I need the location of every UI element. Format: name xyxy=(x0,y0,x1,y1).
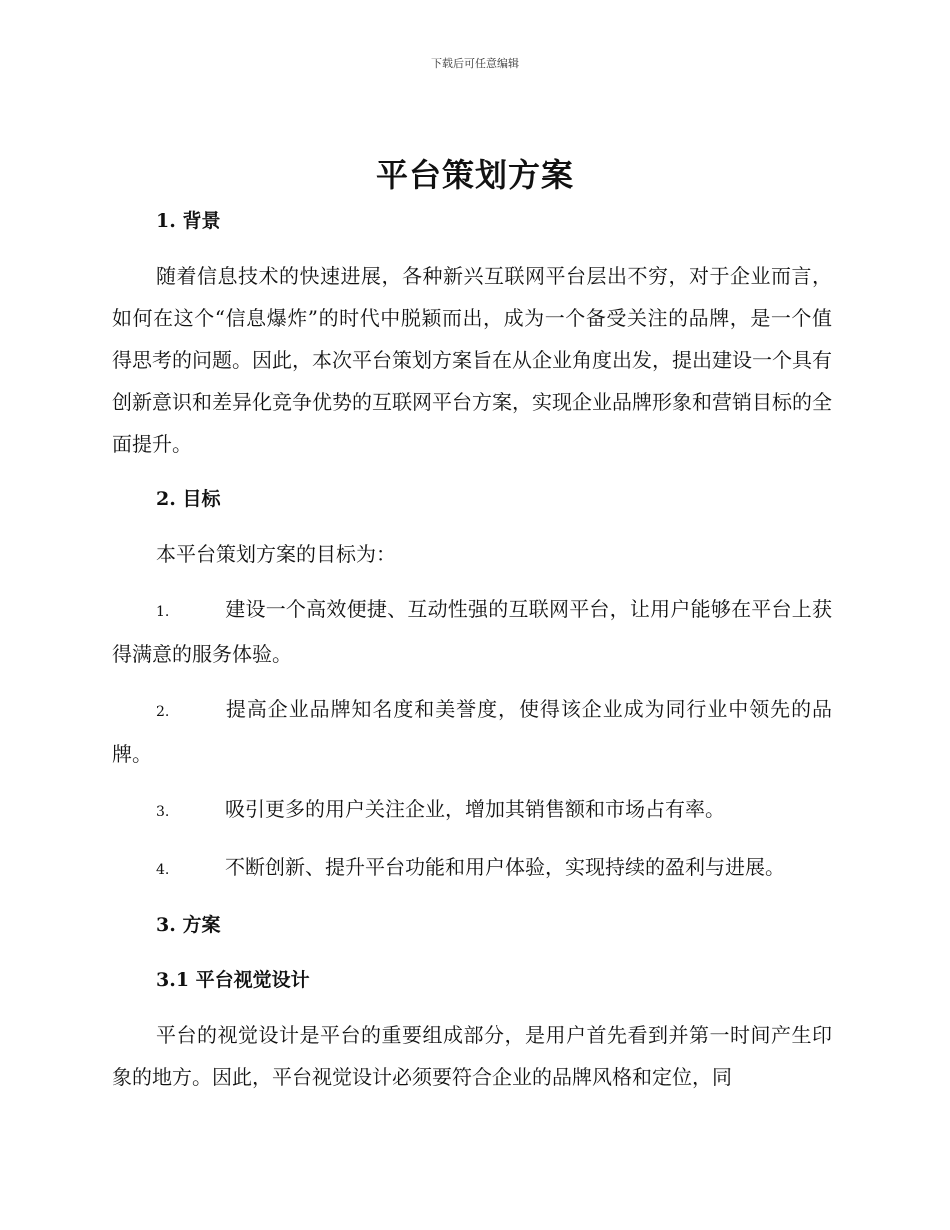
goals-intro: 本平台策划方案的目标为： xyxy=(156,542,396,566)
goal-item-4 xyxy=(112,846,832,891)
goal-item-3 xyxy=(112,788,832,833)
visual-design-paragraph: 平台的视觉设计是平台的重要组成部分，是用户首先看到并第一时间产生印象的地方。因此，平台视觉设计必须要符合企业的品牌风格和定位，同 xyxy=(112,1023,832,1089)
header-note: 下载后可任意编辑 xyxy=(431,57,519,70)
document-title: 平台策划方案 xyxy=(375,156,574,194)
goal-item-2 xyxy=(112,688,832,775)
subsection-heading-visual-design: 3.1 平台视觉设计 xyxy=(156,969,310,991)
section-heading-plan: 3. 方案 xyxy=(156,914,221,936)
document-body xyxy=(112,200,832,1098)
goal-number: 3. xyxy=(156,804,170,820)
goal-text: 吸引更多的用户关注企业，增加其销售额和市场占有率。 xyxy=(225,797,725,821)
section-heading-background: 1. 背景 xyxy=(156,210,221,232)
goal-text: 提高企业品牌知名度和美誉度，使得该企业成为同行业中领先的品牌。 xyxy=(112,697,832,766)
goal-text: 不断创新、提升平台功能和用户体验，实现持续的盈利与进展。 xyxy=(225,855,785,879)
goal-number: 4. xyxy=(156,862,170,878)
goal-text: 建设一个高效便捷、互动性强的互联网平台，让用户能够在平台上获得满意的服务体验。 xyxy=(112,597,832,666)
goal-item-1 xyxy=(112,588,832,675)
background-paragraph: 随着信息技术的快速进展，各种新兴互联网平台层出不穷，对于企业而言，如何在这个“信息爆炸”的时代中脱颖而出，成为一个备受关注的品牌，是一个值得思考的问题。因此，本次平台策划方案旨在从企业角度出发，提出建设一个具有创新意识和差异化竞争优势的互联网平台方案，实现企业品牌形象和营销目标的全面提升。 xyxy=(112,264,832,456)
section-heading-goals: 2. 目标 xyxy=(156,488,221,510)
goal-number: 2. xyxy=(156,704,170,720)
goal-number: 1. xyxy=(156,604,170,620)
